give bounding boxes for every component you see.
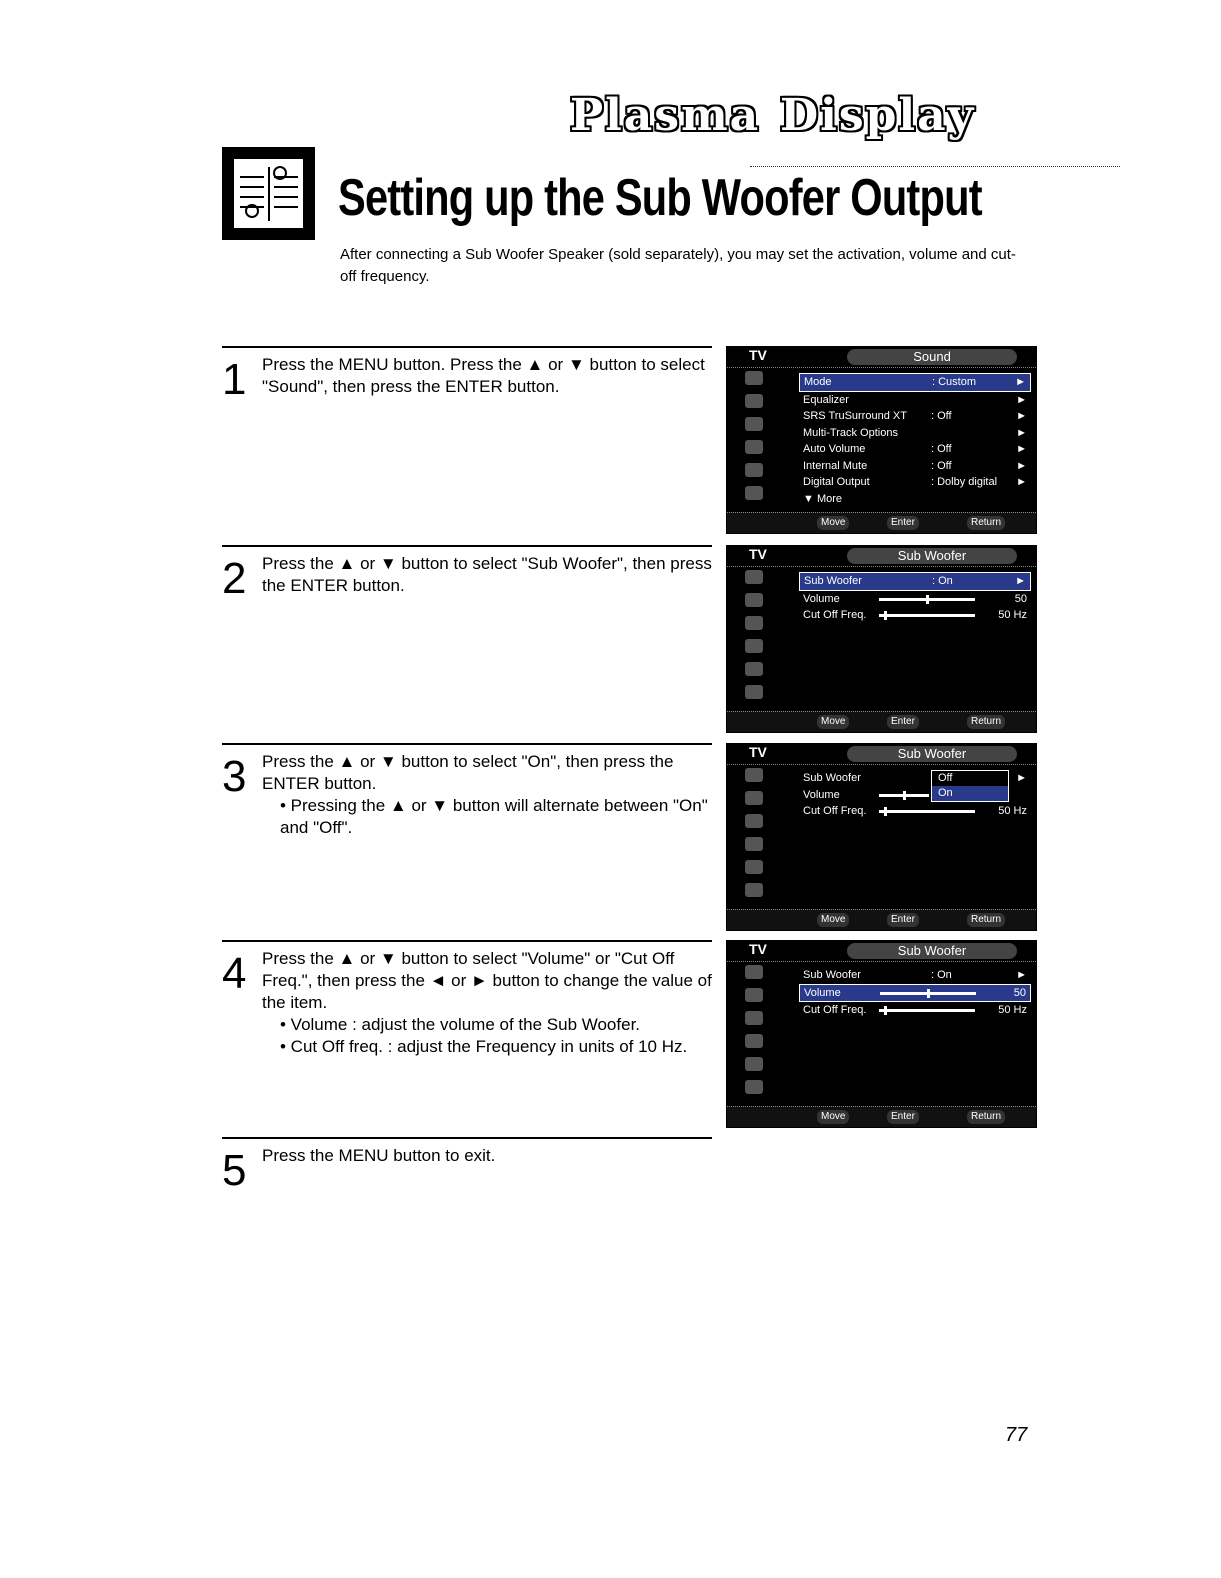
menu-item-label: Equalizer [803, 393, 849, 406]
menu-item-label: Internal Mute [803, 459, 868, 472]
menu-item-label: Volume [803, 788, 840, 801]
enter-hint: Enter [887, 1110, 919, 1124]
menu-item-volume[interactable] [799, 591, 1031, 608]
menu-item-label: Digital Output [803, 476, 870, 488]
move-hint: Move [817, 516, 849, 530]
menu-item-label: ▼ More [803, 492, 843, 505]
input-icon [745, 860, 763, 874]
step-number: 5 [222, 1146, 247, 1195]
volume-slider[interactable] [879, 794, 929, 797]
screen-bottom-bar [727, 1106, 1036, 1127]
return-hint: Return [967, 913, 1005, 927]
menu-item-cutoff[interactable] [799, 1002, 1031, 1019]
slider-knob[interactable] [927, 989, 930, 998]
screen-bottom-bar [727, 711, 1036, 732]
move-hint: Move [817, 715, 849, 729]
step-text: Press the MENU button. Press the ▲ or ▼ button to select "Sound", then press the ENTER button. [262, 355, 705, 396]
arrow-right-icon: ► [1016, 443, 1027, 455]
setup-icon [745, 440, 763, 454]
step-divider [222, 1137, 712, 1139]
tv-screen-sound-menu [726, 346, 1037, 534]
arrow-right-icon: ► [1016, 410, 1027, 422]
picture-icon [745, 570, 763, 584]
screen-top-bar [727, 546, 1036, 567]
menu-title: Sub Woofer [847, 943, 1017, 959]
menu-list [799, 572, 1031, 624]
menu-item-value: : Off [931, 410, 952, 422]
menu-icon-column [745, 570, 769, 708]
menu-item-value: : Custom [932, 376, 977, 388]
menu-item-label: Mode [804, 376, 832, 388]
menu-item-label: Volume [803, 592, 840, 605]
tv-icon [745, 685, 763, 699]
menu-title: Sub Woofer [847, 746, 1017, 762]
menu-item-label: Cut Off Freq. [803, 609, 867, 621]
menu-item-value: : On [932, 575, 953, 587]
menu-item-value: 50 Hz [998, 609, 1027, 621]
step-text: Press the ▲ or ▼ button to select "Sub Woofer", then press the ENTER button. [262, 554, 712, 595]
channel-icon [745, 417, 763, 431]
plasma-display-banner [450, 90, 1120, 170]
option-off[interactable]: Off [938, 772, 953, 784]
menu-item-label: Cut Off Freq. [803, 805, 867, 817]
enter-hint: Enter [887, 516, 919, 530]
step-text [262, 948, 712, 1058]
tv-screen-sub-woofer-popup [726, 743, 1037, 931]
channel-icon [745, 1011, 763, 1025]
menu-item-label: Auto Volume [803, 443, 866, 455]
tv-label: TV [749, 546, 767, 562]
menu-title: Sound [847, 349, 1017, 365]
screen-top-bar [727, 744, 1036, 765]
step-number: 4 [222, 949, 247, 998]
menu-list [799, 967, 1031, 1019]
on-off-popup [931, 770, 1009, 802]
step-number: 3 [222, 752, 247, 801]
step-note: • Pressing the ▲ or ▼ button will alternate between "On" and "Off". [280, 796, 708, 837]
cutoff-slider[interactable] [879, 1009, 975, 1012]
menu-item-label: SRS TruSurround XT [803, 410, 907, 422]
menu-item-label: Multi-Track Options [803, 426, 898, 439]
step-text: Press the MENU button to exit. [262, 1146, 496, 1165]
menu-item-value: 50 [1014, 592, 1027, 605]
sound-icon [745, 791, 763, 805]
tv-screen-sub-woofer-select [726, 545, 1037, 733]
tv-icon [745, 486, 763, 500]
move-hint: Move [817, 913, 849, 927]
menu-item-volume[interactable] [799, 984, 1031, 1003]
screen-top-bar [727, 347, 1036, 368]
step-instruction: Press the ▲ or ▼ button to select "On", then press the ENTER button. [262, 752, 674, 793]
tv-screen-sub-woofer-volume [726, 940, 1037, 1128]
arrow-right-icon: ► [1016, 969, 1027, 981]
channel-icon [745, 616, 763, 630]
menu-item-value: 50 [1013, 986, 1026, 999]
option-on[interactable]: On [932, 786, 1008, 801]
step-instruction: Press the ▲ or ▼ button to select "Volume" or "Cut Off Freq.", then press the ◄ or ► button to change the value of the item. [262, 949, 712, 1012]
menu-item-more[interactable] [799, 491, 1031, 508]
menu-item-equalizer[interactable] [799, 392, 1031, 409]
return-hint: Return [967, 516, 1005, 530]
setup-icon [745, 639, 763, 653]
slider-knob[interactable] [884, 1006, 887, 1015]
cutoff-slider[interactable] [879, 614, 975, 617]
menu-item-label: Volume [804, 986, 841, 999]
page-number: 77 [1005, 1424, 1028, 1446]
menu-icon-column [745, 371, 769, 509]
menu-item-value: : Dolby digital [931, 476, 998, 488]
step-number: 1 [222, 355, 247, 404]
move-hint: Move [817, 1110, 849, 1124]
setup-icon [745, 837, 763, 851]
slider-knob[interactable] [926, 595, 929, 604]
tv-icon [745, 883, 763, 897]
menu-item-label: Sub Woofer [803, 772, 861, 784]
arrow-right-icon: ► [1016, 476, 1027, 488]
intro-paragraph: After connecting a Sub Woofer Speaker (sold separately), you may set the activation, volume and cut-off frequency. [340, 246, 1016, 285]
arrow-right-icon: ► [1016, 459, 1027, 472]
menu-item-cutoff[interactable] [799, 607, 1031, 624]
banner-divider [750, 166, 1120, 167]
step-note-volume: • Volume : adjust the volume of the Sub Woofer. [280, 1015, 641, 1034]
screen-top-bar [727, 941, 1036, 962]
step-note-cutoff: • Cut Off freq. : adjust the Frequency in units of 10 Hz. [280, 1037, 688, 1056]
menu-title: Sub Woofer [847, 548, 1017, 564]
input-icon [745, 463, 763, 477]
banner-word-display: Display [780, 90, 976, 141]
volume-slider[interactable] [880, 992, 976, 995]
step-divider [222, 346, 712, 348]
screen-bottom-bar [727, 512, 1036, 533]
channel-icon [745, 814, 763, 828]
step-2 [222, 545, 712, 735]
return-hint: Return [967, 715, 1005, 729]
tv-icon [745, 1080, 763, 1094]
menu-item-value: : On [931, 969, 952, 981]
step-divider [222, 940, 712, 942]
menu-item-sub-woofer[interactable] [799, 572, 1031, 591]
menu-item-value: : Off [931, 459, 952, 472]
input-icon [745, 662, 763, 676]
arrow-right-icon: ► [1016, 426, 1027, 439]
step-divider [222, 743, 712, 745]
menu-item-cutoff[interactable] [799, 803, 1031, 820]
arrow-right-icon: ► [1016, 393, 1027, 406]
menu-list [799, 373, 1031, 507]
menu-item-srs[interactable] [799, 408, 1031, 425]
picture-icon [745, 768, 763, 782]
step-5 [222, 1137, 712, 1197]
setup-icon [745, 1034, 763, 1048]
step-divider [222, 545, 712, 547]
arrow-right-icon: ► [1015, 575, 1026, 587]
menu-item-label: Cut Off Freq. [803, 1004, 867, 1016]
banner-word-plasma: Plasma [570, 90, 761, 141]
menu-item-mode[interactable] [799, 373, 1031, 392]
tv-label: TV [749, 347, 767, 363]
tv-label: TV [749, 744, 767, 760]
screen-bottom-bar [727, 909, 1036, 930]
step-number: 2 [222, 554, 247, 603]
step-1 [222, 346, 712, 536]
menu-item-label: Sub Woofer [803, 969, 861, 981]
tv-label: TV [749, 941, 767, 957]
slider-knob[interactable] [884, 807, 887, 816]
return-hint: Return [967, 1110, 1005, 1124]
menu-item-value: 50 Hz [998, 1004, 1027, 1016]
volume-slider[interactable] [879, 598, 975, 601]
picture-icon [745, 371, 763, 385]
menu-item-multi-track[interactable] [799, 425, 1031, 442]
step-4 [222, 940, 712, 1130]
sound-icon [745, 593, 763, 607]
menu-item-sub-woofer[interactable] [799, 967, 1031, 984]
menu-icon-column [745, 768, 769, 906]
menu-icon-column [745, 965, 769, 1103]
menu-item-digital-output[interactable] [799, 474, 1031, 491]
sound-icon [745, 394, 763, 408]
menu-item-value: : Off [931, 443, 952, 455]
enter-hint: Enter [887, 913, 919, 927]
menu-item-value: 50 Hz [998, 805, 1027, 817]
sound-section-icon [222, 147, 315, 240]
step-text [262, 751, 712, 839]
cutoff-slider[interactable] [879, 810, 975, 813]
menu-list [799, 770, 1031, 820]
page-title: Setting up the Sub Woofer Output [338, 169, 982, 227]
menu-item-auto-volume[interactable] [799, 441, 1031, 458]
enter-hint: Enter [887, 715, 919, 729]
input-icon [745, 1057, 763, 1071]
picture-icon [745, 965, 763, 979]
menu-item-internal-mute[interactable] [799, 458, 1031, 475]
sound-icon [745, 988, 763, 1002]
arrow-right-icon: ► [1015, 376, 1026, 388]
slider-knob[interactable] [903, 791, 906, 800]
arrow-right-icon: ► [1016, 772, 1027, 784]
menu-item-label: Sub Woofer [804, 575, 862, 587]
step-3 [222, 743, 712, 933]
slider-knob[interactable] [884, 611, 887, 620]
